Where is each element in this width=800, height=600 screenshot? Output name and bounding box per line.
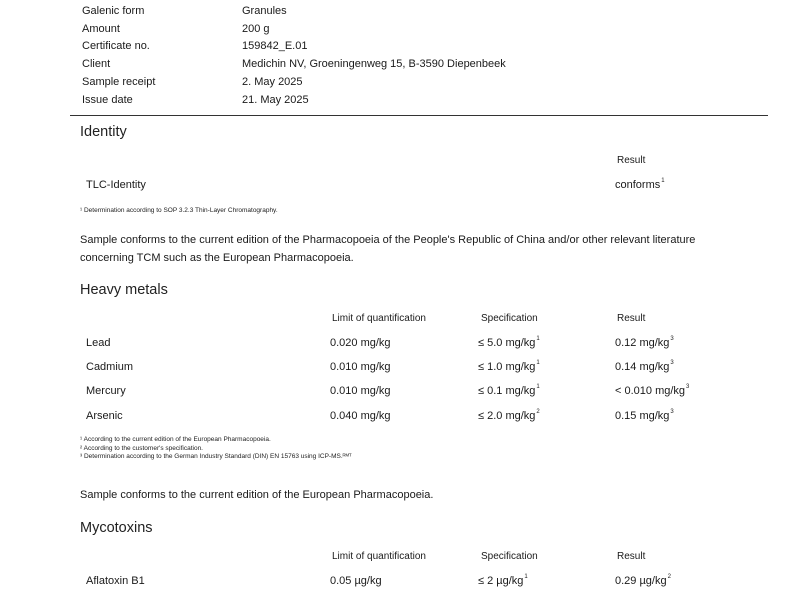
analyte-spec (478, 575, 528, 587)
header-value: 159842_E.01 (242, 40, 308, 53)
result-value: 0.12 mg/kg (615, 337, 670, 349)
certificate-header (82, 2, 506, 109)
header-value: 2. May 2025 (242, 76, 303, 89)
result-footnote-mark: 3 (670, 336, 674, 342)
mycotoxins-heading: Mycotoxins (80, 520, 153, 536)
identity-footnote: ¹ Determination according to SOP 3.2.3 Thin-Layer Chromatography. (80, 207, 278, 214)
analyte-loq: 0.05 µg/kg (330, 575, 382, 587)
result-value: 0.14 mg/kg (615, 361, 670, 373)
spec-footnote-mark: 1 (536, 336, 540, 342)
header-label: Sample receipt (82, 76, 156, 89)
header-row (82, 2, 506, 20)
analyte-name: Cadmium (86, 361, 134, 373)
spec-value: ≤ 1.0 mg/kg (478, 361, 536, 373)
spec-value: ≤ 2 µg/kg (478, 575, 524, 587)
identity-result-header: Result (617, 155, 646, 166)
analyte-name: Mercury (86, 385, 126, 397)
section-divider (70, 115, 768, 116)
mycotoxins-result-header: Result (617, 551, 646, 562)
analyte-spec (478, 410, 540, 422)
identity-result-value: conforms (615, 179, 661, 191)
header-label: Amount (82, 22, 120, 35)
mycotoxins-spec-header: Specification (481, 551, 538, 562)
result-footnote-mark: 3 (670, 360, 674, 366)
identity-heading: Identity (80, 124, 127, 140)
footnote-line: ¹ According to the current edition of the European Pharmacopoeia. (80, 436, 271, 443)
header-label: Issue date (82, 93, 133, 106)
analyte-spec (478, 337, 540, 349)
result-footnote-mark: 3 (686, 384, 690, 390)
footnote-line: ³ Determination according to the German Industry Standard (DIN) EN 15763 using ICP-MS.ᴿᴹᵀ (80, 453, 352, 461)
analyte-result (615, 385, 689, 397)
mycotoxins-loq-header: Limit of quantification (332, 551, 426, 562)
spec-footnote-mark: 1 (536, 384, 540, 390)
identity-test-result (615, 179, 665, 191)
analyte-result (615, 410, 674, 422)
result-value: 0.15 mg/kg (615, 410, 670, 422)
heavy-metals-footnotes (80, 436, 352, 462)
header-value: 200 g (242, 22, 270, 35)
heavy-metals-conclusion: Sample conforms to the current edition of the European Pharmacopoeia. (80, 489, 434, 501)
analyte-spec (478, 385, 540, 397)
analyte-loq: 0.010 mg/kg (330, 361, 391, 373)
header-row (82, 91, 506, 109)
header-value: 21. May 2025 (242, 93, 309, 106)
spec-value: ≤ 0.1 mg/kg (478, 385, 536, 397)
analyte-name: Arsenic (86, 410, 123, 422)
header-value: Granules (242, 4, 287, 17)
header-label: Galenic form (82, 4, 145, 17)
header-label: Client (82, 58, 111, 71)
heavy-metals-result-header: Result (617, 313, 646, 324)
analyte-result (615, 337, 674, 349)
result-value: 0.29 µg/kg (615, 575, 667, 587)
result-footnote-mark: 3 (670, 409, 674, 415)
analyte-result (615, 361, 674, 373)
analyte-name: Aflatoxin B1 (86, 575, 145, 587)
header-value: Medichin NV, Groeningenweg 15, B-3590 Diepenbeek (242, 58, 506, 71)
analyte-name: Lead (86, 337, 111, 349)
identity-result-footnote-mark: 1 (661, 178, 665, 184)
spec-value: ≤ 2.0 mg/kg (478, 410, 536, 422)
analyte-loq: 0.040 mg/kg (330, 410, 391, 422)
analyte-loq: 0.010 mg/kg (330, 385, 391, 397)
analyte-result (615, 575, 671, 587)
footnote-line: ² According to the customer's specification. (80, 444, 203, 452)
analyte-loq: 0.020 mg/kg (330, 337, 391, 349)
result-value: < 0.010 mg/kg (615, 385, 686, 397)
header-label: Certificate no. (82, 40, 150, 53)
identity-test-name: TLC-Identity (86, 179, 146, 191)
heavy-metals-heading: Heavy metals (80, 282, 168, 298)
spec-footnote-mark: 1 (524, 574, 528, 580)
heavy-metals-spec-header: Specification (481, 313, 538, 324)
spec-footnote-mark: 2 (536, 409, 540, 415)
identity-conclusion: Sample conforms to the current edition of the Pharmacopoeia of the People's Republic of China and/or other relevant literature concerning TCM such as the European Pharmacopoeia. (80, 234, 696, 264)
header-row (82, 73, 506, 91)
spec-footnote-mark: 1 (536, 360, 540, 366)
header-row (82, 55, 506, 73)
analyte-spec (478, 361, 540, 373)
header-row (82, 20, 506, 38)
spec-value: ≤ 5.0 mg/kg (478, 337, 536, 349)
header-row (82, 38, 506, 56)
result-footnote-mark: 2 (667, 574, 671, 580)
heavy-metals-loq-header: Limit of quantification (332, 313, 426, 324)
